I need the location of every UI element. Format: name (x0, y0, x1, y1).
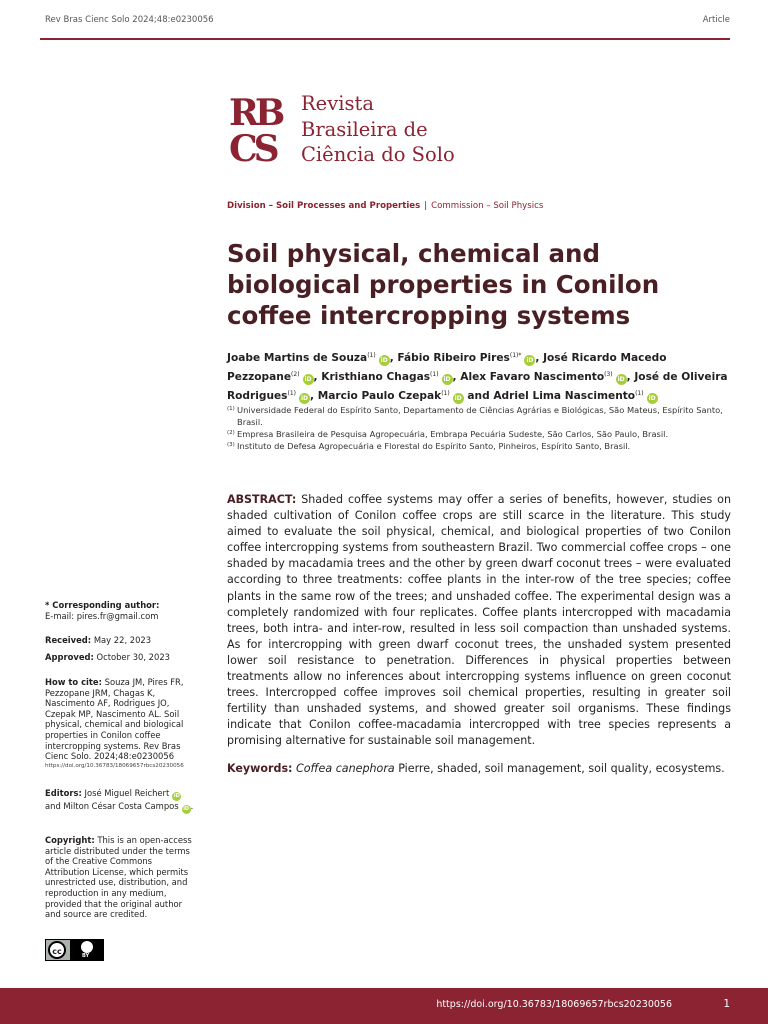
division-separator: | (424, 201, 428, 211)
editors-end: . (190, 801, 194, 811)
page-number: 1 (723, 998, 730, 1010)
approved-date: October 30, 2023 (96, 651, 170, 662)
affiliation-text: Instituto de Defesa Agropecuária e Florestal do Espírito Santo, Pinheiros, Espírito Santo, Brasil. (237, 441, 631, 451)
orcid-icon[interactable]: iD (443, 375, 451, 383)
editors-block (45, 788, 197, 814)
author-list (227, 348, 737, 404)
author-affiliation-mark: (1) (430, 370, 439, 378)
commission-label[interactable]: Commission – Soil Physics (431, 201, 544, 211)
author-affiliation-mark: (1) (367, 352, 376, 359)
keywords-label: Keywords: (227, 762, 293, 775)
logo-letters-top: RB (229, 93, 282, 134)
footer-doi-link[interactable]: https://doi.org/10.36783/18069657rbcs20230056 (436, 999, 672, 1010)
author-name: José de Oliveira Rodrigues (227, 370, 728, 402)
author (321, 371, 460, 383)
keywords-species: Coffea canephora (296, 762, 395, 775)
affiliation-text: Universidade Federal do Espírito Santo, Departamento de Ciências Agrárias e Biológicas, São Mateus, Espírito Santo, Brasil. (237, 405, 723, 427)
orcid-icon[interactable]: iD (526, 357, 534, 364)
by-icon (70, 940, 103, 960)
editor-1: José Miguel Reichert (84, 788, 170, 798)
orcid-icon[interactable]: iD (454, 394, 462, 402)
journal-name (301, 91, 455, 168)
author (318, 390, 494, 402)
orcid-icon[interactable]: iD (183, 806, 190, 812)
abstract (227, 492, 731, 750)
author-separator: , (313, 370, 322, 383)
corresponding-author-label: * Corresponding author: (45, 600, 160, 610)
copyright-block (45, 835, 195, 920)
how-to-cite-block (45, 677, 197, 770)
article-title: Soil physical, chemical and biological properties in Conilon coffee intercropping systems (227, 239, 660, 330)
affiliation-number: (1) (227, 406, 235, 412)
author-separator: , (452, 370, 461, 383)
affiliations (227, 404, 737, 452)
division-label[interactable]: Division – Soil Processes and Properties (227, 201, 421, 211)
person-icon (81, 941, 93, 953)
author-affiliation-mark: (3) (604, 370, 613, 378)
approved-line (45, 652, 197, 663)
author-name: Fábio Ribeiro Pires (397, 352, 510, 364)
cc-by-license-badge[interactable] (45, 939, 104, 961)
affiliation-number: (3) (227, 442, 235, 448)
received-label: Received: (45, 635, 92, 645)
author (227, 352, 397, 364)
author-name: Kristhiano Chagas (321, 370, 431, 383)
cite-doi-link[interactable]: https://doi.org/10.36783/18069657rbcs20230056 (45, 762, 184, 769)
abstract-label: ABSTRACT: (227, 493, 297, 506)
affiliation-number: (2) (227, 430, 235, 436)
author-affiliation-mark: (1) (287, 389, 296, 397)
received-line (45, 635, 197, 646)
keywords-rest: Pierre, shaded, soil management, soil quality, ecosystems. (394, 762, 725, 775)
received-date: May 22, 2023 (93, 635, 152, 645)
author (460, 371, 634, 383)
author (397, 352, 543, 364)
author-affiliation-mark: (1) (635, 389, 644, 397)
author-separator: , (389, 352, 398, 364)
editors-label: Editors: (45, 788, 82, 798)
journal-name-line1: Revista (301, 92, 374, 115)
affiliation-item (227, 440, 737, 452)
running-header-citation: Rev Bras Cienc Solo 2024;48:e0230056 (45, 15, 214, 25)
author-separator: , (535, 352, 544, 364)
author (493, 390, 657, 402)
journal-name-line3: Ciência do Solo (301, 143, 455, 166)
author-name: Marcio Paulo Czepak (317, 389, 442, 402)
corresponding-author-block (45, 600, 197, 621)
orcid-icon[interactable]: iD (617, 375, 625, 383)
division-line (227, 201, 543, 211)
cc-icon: cc (48, 941, 66, 959)
orcid-icon[interactable]: iD (380, 357, 388, 364)
journal-logo-mark (229, 93, 293, 163)
author-affiliation-mark: (1)* (509, 352, 522, 359)
affiliation-item (227, 428, 737, 440)
by-label: BY (82, 953, 90, 959)
author-separator: , (310, 389, 318, 402)
orcid-icon[interactable]: iD (300, 394, 309, 402)
keywords (227, 761, 737, 777)
author-name: José Ricardo Macedo Pezzopane (227, 352, 667, 383)
author-separator: , (626, 370, 635, 383)
journal-name-line2: Brasileira de (301, 117, 428, 141)
author-affiliation-mark: (1) (441, 389, 450, 397)
orcid-icon[interactable]: iD (304, 375, 312, 383)
affiliation-item (227, 404, 737, 428)
copyright-text: This is an open-access article distributed under the terms of the Creative Commons Attribution License, which permits unrestricted use, distribution, and reproduction in any medium, provided that the original author and source are credited. (45, 835, 192, 920)
article-type-label: Article (702, 15, 730, 25)
orcid-icon[interactable]: iD (173, 793, 180, 799)
author-name: Adriel Lima Nascimento (493, 389, 636, 402)
how-to-cite-label: How to cite: (45, 677, 102, 687)
footer-bar (0, 988, 768, 1024)
author-name: Alex Favaro Nascimento (460, 370, 605, 383)
approved-label: Approved: (45, 651, 94, 662)
author-affiliation-mark: (2) (291, 370, 300, 378)
editors-join: and Milton César Costa Campos (45, 801, 179, 811)
copyright-label: Copyright: (45, 835, 95, 845)
author-name: Joabe Martins de Souza (227, 352, 368, 364)
affiliation-text: Empresa Brasileira de Pesquisa Agropecuária, Embrapa Pecuária Sudeste, São Carlos, São Paulo, Brasil. (237, 429, 669, 439)
how-to-cite-text: Souza JM, Pires FR, Pezzopane JRM, Chagas K, Nascimento AF, Rodrigues JO, Czepak MP, Nascimento AL. Soil physical, chemical and biological properties in Conilon coffee intercropping systems. Rev Bras Cienc Solo. 2024;48:e0230056 (45, 677, 184, 762)
abstract-text: Shaded coffee systems may offer a series of benefits, however, studies on shaded cultivation of Conilon coffee crops are still scarce in the literature. This study aimed to evaluate the soil physical, chemical, and biological properties of two Conilon coffee intercropping systems from southeastern Brazil. Two commercial coffee crops – one shaded by macadamia trees and the other by green dwarf coconut trees – were evaluated according to three treatments: coffee plants in the inter-row of the tree species; coffee plants in the same row of the trees; and unshaded coffee. The experimental design was a completely randomized with four replicates. Coffee plants intercropped with macadamia trees, both intra- and inter-row, resulted in less soil compaction than unshaded systems. As for intercropping with green dwarf coconut trees, the unshaded system presented lower soil resistance to penetration. Differences in physical properties between treatments allow no inferences about intercropping systems influence on green coconut trees. Intercropped coffee improves soil chemical properties, resulting in greater soil fertility than unshaded systems, and showed greater soil organisms. These findings indicate that Conilon coffee-macadamia intercropped with tree species represents a promising alternative for sustainable soil management. (227, 493, 731, 748)
header-rule (40, 38, 730, 40)
orcid-icon[interactable]: iD (648, 394, 656, 402)
logo-letters-bottom: CS (229, 128, 276, 163)
corresponding-email[interactable]: E-mail: pires.fr@gmail.com (45, 610, 159, 621)
author-separator: and (463, 389, 494, 402)
dates-block (45, 635, 197, 662)
